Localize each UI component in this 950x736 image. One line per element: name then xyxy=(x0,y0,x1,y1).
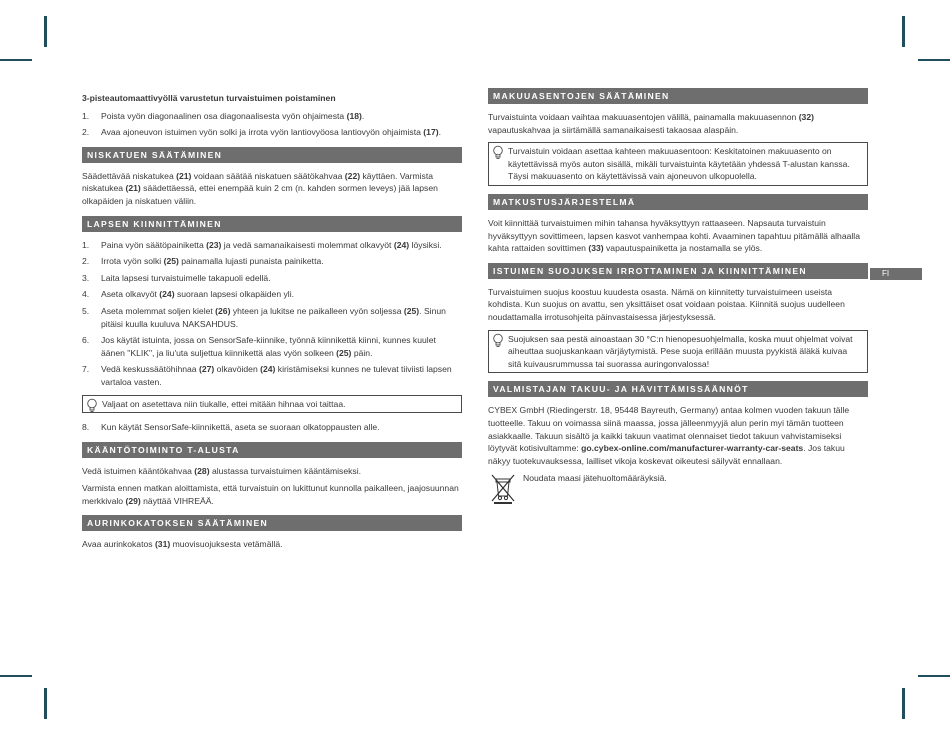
section-heading-warranty: VALMISTAJAN TAKUU- JA HÄVITTÄMISSÄÄNNÖT xyxy=(488,381,868,397)
crop-mark xyxy=(918,59,950,61)
disposal-text: Noudata maasi jätehuoltomääräyksiä. xyxy=(523,473,667,484)
note-box xyxy=(82,395,462,414)
disposal-note xyxy=(488,472,868,485)
section-heading-headrest: NISKATUEN SÄÄTÄMINEN xyxy=(82,147,462,163)
crop-mark xyxy=(44,688,47,719)
right-column xyxy=(488,88,868,485)
list-item: 7. Vedä keskussäätöhihnaa (27) olkavöiden (24) kiristämiseksi kunnes ne tulevat tiiviisti lapsen vartaloa vasten. xyxy=(82,364,452,387)
crop-mark xyxy=(0,59,32,61)
section-heading-sun-canopy: AURINKOKATOKSEN SÄÄTÄMINEN xyxy=(82,515,462,531)
lightbulb-icon xyxy=(492,145,504,160)
section-heading-t-foot: KÄÄNTÖTOIMINTO T-ALUSTA xyxy=(82,442,462,458)
note-text: Turvaistuin voidaan asettaa kahteen makuuasentoon: Keskitatoinen makuuasento on käytettävissä myös auton sisällä, mikäli turvaistuinta käytetään yhdessä T-alustan kanssa. Täysi makuuasento on käytettävissä vain ajoneuvon ulkopuolella. xyxy=(508,146,850,182)
securing-steps xyxy=(82,239,462,389)
crossed-out-bin-icon xyxy=(488,472,518,504)
language-tab: FI xyxy=(870,268,922,280)
list-item: 1. Poista vyön diagonaalinen osa diagonaalisesta vyön ohjaimesta (18). xyxy=(82,110,365,121)
lightbulb-icon xyxy=(86,398,98,413)
warranty-text: CYBEX GmbH (Riedingerstr. 18, 95448 Bayreuth, Germany) antaa kolmen vuoden takuun tälle tuotteelle. Takuu on voimassa siinä maassa, jossa jälleenmyyjä alun perin myi tämän tuotteen asiakkaalle. Takuun sisältö ja kaikki takuun vaatimat olennaiset tiedot takuun vahvistamiseksi löytyvät kotisivultamme: go.cybex-online.com/manufacturer-warranty-car-seats. Jos takuu näkyy tuotekuvauksessa, lailliset vikoja koskevat oikeutesi säilyvät ennallaan. xyxy=(488,405,850,466)
cover-text: Turvaistuimen suojus koostuu kuudesta osasta. Nämä on kiinnitetty turvaistuimeen useista kohdista. Kun suojus on avattu, sen yksittäiset osat voidaan poistaa. Kiinnitä suojus uudelleen noudattamalla irrotusohjeita päinvastaisessa järjestyksessä. xyxy=(488,286,845,322)
list-item: 6. Jos käytät istuinta, jossa on SensorSafe-kiinnike, työnnä kiinnikettä kiinni, kunnes kuulet äänen "KLIK", ja liu'uta suljettua kiinnikettä alas vyön solkeen (25) päin. xyxy=(82,335,436,358)
removal-heading: 3-pisteautomaattivyöllä varustetun turvaistuimen poistaminen xyxy=(82,93,336,103)
securing-step-8 xyxy=(82,421,462,434)
crop-mark xyxy=(0,675,32,677)
section-heading-cover: ISTUIMEN SUOJUKSEN IRROTTAMINEN JA KIINNITTÄMINEN xyxy=(488,263,868,279)
list-item: 2. Avaa ajoneuvon istuimen vyön solki ja irrota vyön lantiovyöosa lantiovyön ohjaimista (17). xyxy=(82,127,441,138)
section-heading-travel-system: MATKUSTUSJÄRJESTELMÄ xyxy=(488,194,868,210)
section-heading-recline: MAKUUASENTOJEN SÄÄTÄMINEN xyxy=(488,88,868,104)
t-foot-text-2: Varmista ennen matkan aloittamista, että turvaistuin on lukittunut kunnolla paikalleen, jaajosuunnan merkkivalo (29) näyttää VIHREÄÄ. xyxy=(82,483,459,506)
crop-mark xyxy=(902,16,905,47)
crop-mark xyxy=(44,16,47,47)
section-heading-securing: LAPSEN KIINNITTÄMINEN xyxy=(82,216,462,232)
recline-text: Turvaistuinta voidaan vaihtaa makuuasentojen välillä, painamalla makuuasennon (32) vapautuskahvaa ja siirtämällä samanaikaisesti takaosaa alaspäin. xyxy=(488,112,814,135)
travel-system-text: Voit kiinnittää turvaistuimen mihin tahansa hyväksyttyyn rattaaseen. Napsauta turvaistuin hyväksyttyyn sovittimeen, lapsen kasvot vanhempaa kohti. Avaaminen tapahtuu pitämällä alhaalla kahta rattaiden sovittimen (33) vapautuspainiketta ja nostamalla se ylös. xyxy=(488,217,860,254)
warranty-link[interactable]: go.cybex-online.com/manufacturer-warranty-car-seats xyxy=(581,443,804,454)
note-box xyxy=(488,330,868,374)
headrest-text: Säädettävää niskatukea (21) voidaan säätää niskatuen säätökahvaa (22) käyttäen. Varmista niskatukea (21) säädettäessä, ettei enempää kuin 2 cm (n. kahden sormen leveys) jää lapsen olkapäiden ja niskatuen väliin. xyxy=(82,170,438,206)
sun-canopy-text: Avaa aurinkokatos (31) muovisuojuksesta vetämällä. xyxy=(82,539,283,550)
t-foot-text-1: Vedä istuimen kääntökahvaa (28) alustassa turvaistuimen kääntämiseksi. xyxy=(82,465,361,476)
list-item: 8. Kun käytät SensorSafe-kiinnikettä, aseta se suoraan olkatoppausten alle. xyxy=(82,422,380,433)
list-item: 1. Paina vyön säätöpainiketta (23) ja vedä samanaikaisesti molemmat olkavyöt (24) löysiksi. xyxy=(82,239,442,250)
crop-mark xyxy=(902,688,905,719)
list-item: 2. Irrota vyön solki (25) painamalla lujasti punaista painiketta. xyxy=(82,256,324,267)
list-item: 4. Aseta olkavyöt (24) suoraan lapsesi olkapäiden yli. xyxy=(82,289,295,300)
lightbulb-icon xyxy=(492,333,504,348)
note-box xyxy=(488,142,868,186)
crop-mark xyxy=(918,675,950,677)
note-text: Valjaat on asetettava niin tiukalle, ettei mitään hihnaa voi taittaa. xyxy=(102,398,346,409)
note-text: Suojuksen saa pestä ainoastaan 30 °C:n hienopesuohjelmalla, koska muut ohjelmat voivat aiheuttaa suojuskankaan värjäytymistä. Pese suoja erillään muusta pyykistä äläkä kuivaa sitä kuivausrummussa tai suorassa auringonvalossa! xyxy=(508,333,853,369)
left-column xyxy=(82,92,462,556)
list-item: 3. Laita lapsesi turvaistuimelle takapuoli edellä. xyxy=(82,272,271,283)
list-item: 5. Aseta molemmat soljen kielet (26) yhteen ja lukitse ne paikalleen vyön soljessa (25). Sinun pitäisi kuulla kuuluva NAKSAHDUS. xyxy=(82,305,446,329)
removal-steps xyxy=(82,110,462,139)
